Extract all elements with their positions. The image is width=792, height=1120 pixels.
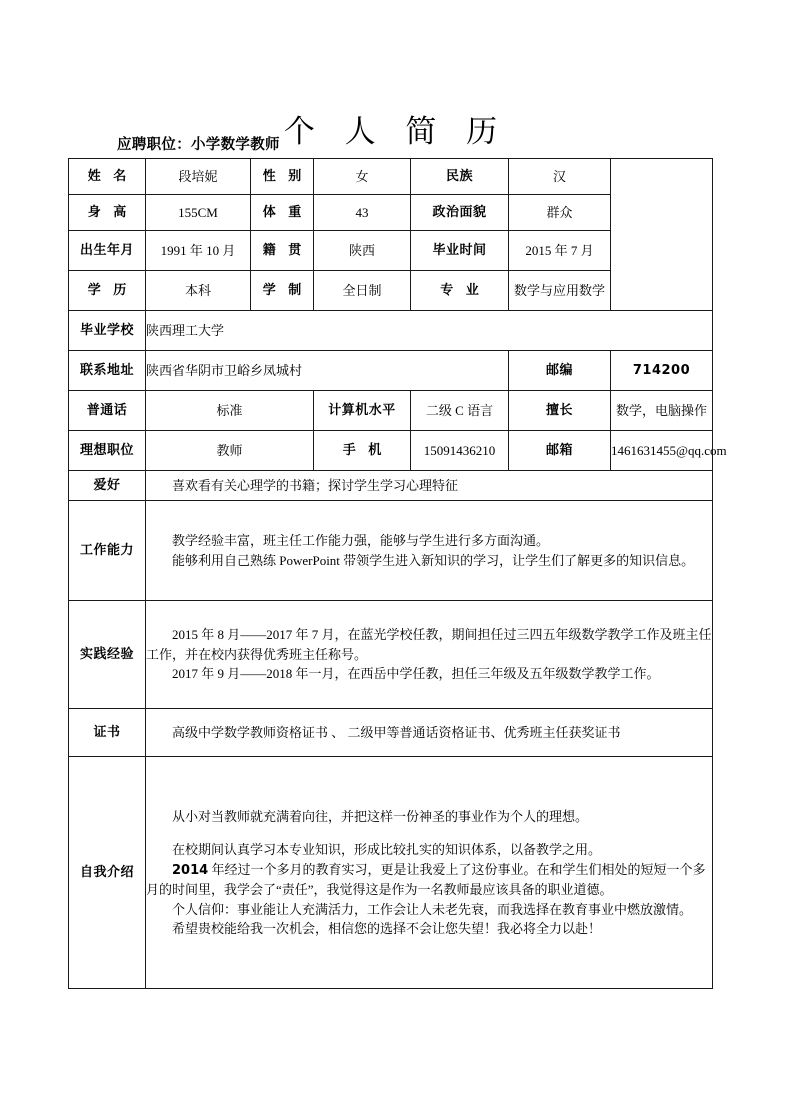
self-introduction-paragraph-rest: 年经过一个多月的教育实习，更是让我爱上了这份事业。在和学生们相处的短短一个多月的时间里，我学会了“责任”，我觉得这是作为一名教师最应该具备的职业道德。 [146,861,706,897]
certificates-label-text: 证书 [93,724,121,740]
field-label-school: 毕业学校 [69,311,146,351]
field-value-birthdate: 1991 年 10 月 [146,231,251,271]
field-value-graduation-date: 2015 年 7 月 [509,231,611,271]
practical-experience-label-text: 实践经验 [79,646,134,662]
paragraph-spacer [146,826,712,840]
field-label-mobile: 手 机 [314,431,411,471]
section-content-self-introduction [146,757,713,989]
section-label-practical-experience [69,601,146,709]
table-row [69,757,713,989]
field-value-hometown: 陕西 [314,231,411,271]
table-row [69,471,713,501]
field-value-gender: 女 [314,159,411,195]
field-label-graduation-date: 毕业时间 [411,231,509,271]
field-label-mandarin: 普通话 [69,391,146,431]
self-introduction-paragraph: 希望贵校能给我一次机会，相信您的选择不会让您失望！我必将全力以赴！ [172,921,602,936]
self-introduction-paragraph: 从小对当教师就充满着向往，并把这样一份神圣的事业作为个人的理想。 [172,808,589,824]
field-label-email: 邮箱 [509,431,611,471]
table-row [69,501,713,601]
field-label-computer-level: 计算机水平 [314,391,411,431]
section-content-practical-experience [146,601,713,709]
table-row [69,709,713,757]
field-label-hometown: 籍 贯 [251,231,314,271]
section-label-work-ability [69,501,146,601]
hobby-text: 喜欢看有关心理学的书籍；探讨学生学习心理特征 [172,477,459,493]
work-ability-paragraph: 能够利用自己熟练 PowerPoint 带领学生进入新知识的学习，让学生们了解更多的知识信息。 [172,552,695,568]
self-introduction-paragraph: 个人信仰：事业能让人充满活力，工作会让人未老先衰，而我选择在教育事业中燃放激情。 [172,901,693,917]
photo-placeholder [611,159,713,311]
field-value-school: 陕西理工大学 [146,311,713,351]
table-row [69,311,713,351]
field-label-political-status: 政治面貌 [411,195,509,231]
field-value-major: 数学与应用数学 [509,271,611,311]
section-content-work-ability [146,501,713,601]
practical-experience-paragraph: 2017 年 9 月——2018 年一月，在西岳中学任教，担任三年级及五年级数学教学工作。 [172,666,660,682]
field-value-email: 1461631455@qq.com [611,431,713,471]
field-label-education: 学 历 [69,271,146,311]
field-value-mobile: 15091436210 [411,431,509,471]
field-label-address: 联系地址 [69,351,146,391]
field-value-ethnicity: 汉 [509,159,611,195]
field-label-name: 姓 名 [69,159,146,195]
field-value-study-system: 全日制 [314,271,411,311]
field-value-strength: 数学，电脑操作 [611,391,713,431]
field-label-ideal-job: 理想职位 [69,431,146,471]
table-row [69,159,713,195]
field-value-education: 本科 [146,271,251,311]
field-value-height: 155CM [146,195,251,231]
field-value-weight: 43 [314,195,411,231]
year-highlight: 2014 [172,862,209,878]
page-title: 个 人 简 历 [283,113,509,149]
field-label-postcode: 邮编 [509,351,611,391]
self-introduction-label-text: 自我介绍 [79,864,134,880]
resume-table [68,158,727,989]
table-row [69,431,713,471]
field-value-address: 陕西省华阴市卫峪乡凤城村 [146,351,509,391]
field-value-mandarin: 标准 [146,391,314,431]
field-label-study-system: 学 制 [251,271,314,311]
field-label-weight: 体 重 [251,195,314,231]
table-row [69,351,713,391]
self-introduction-paragraph: 在校期间认真学习本专业知识，形成比较扎实的知识体系，以备教学之用。 [172,842,602,857]
field-value-computer-level: 二级 C 语言 [411,391,509,431]
field-label-height: 身 高 [69,195,146,231]
field-value-ideal-job: 教师 [146,431,314,471]
field-value-name: 段培妮 [146,159,251,195]
applied-position-label: 应聘职位：小学数学教师 [117,137,280,153]
certificates-text: 高级中学数学教师资格证书 、 二级甲等普通话资格证书、优秀班主任获奖证书 [172,724,621,740]
field-label-hobby: 爱好 [69,471,146,501]
field-value-political-status: 群众 [509,195,611,231]
work-ability-label-text: 工作能力 [79,542,134,558]
practical-experience-paragraph: 2015 年 8 月——2017 年 7 月，在蓝光学校任教，期间担任过三四五年级数学教学工作及班主任工作，并在校内获得优秀班主任称号。 [146,627,712,662]
field-label-major: 专 业 [411,271,509,311]
field-label-ethnicity: 民族 [411,159,509,195]
field-label-birthdate: 出生年月 [69,231,146,271]
field-label-gender: 性 别 [251,159,314,195]
self-introduction-paragraph-highlight [146,860,712,900]
field-value-hobby [146,471,713,501]
section-content-certificates [146,709,713,757]
work-ability-paragraph: 教学经验丰富，班主任工作能力强，能够与学生进行多方面沟通。 [172,533,550,548]
table-row [69,391,713,431]
table-row [69,601,713,709]
field-label-strength: 擅长 [509,391,611,431]
section-label-self-introduction [69,757,146,989]
field-value-postcode: 714200 [611,351,713,391]
section-label-certificates [69,709,146,757]
